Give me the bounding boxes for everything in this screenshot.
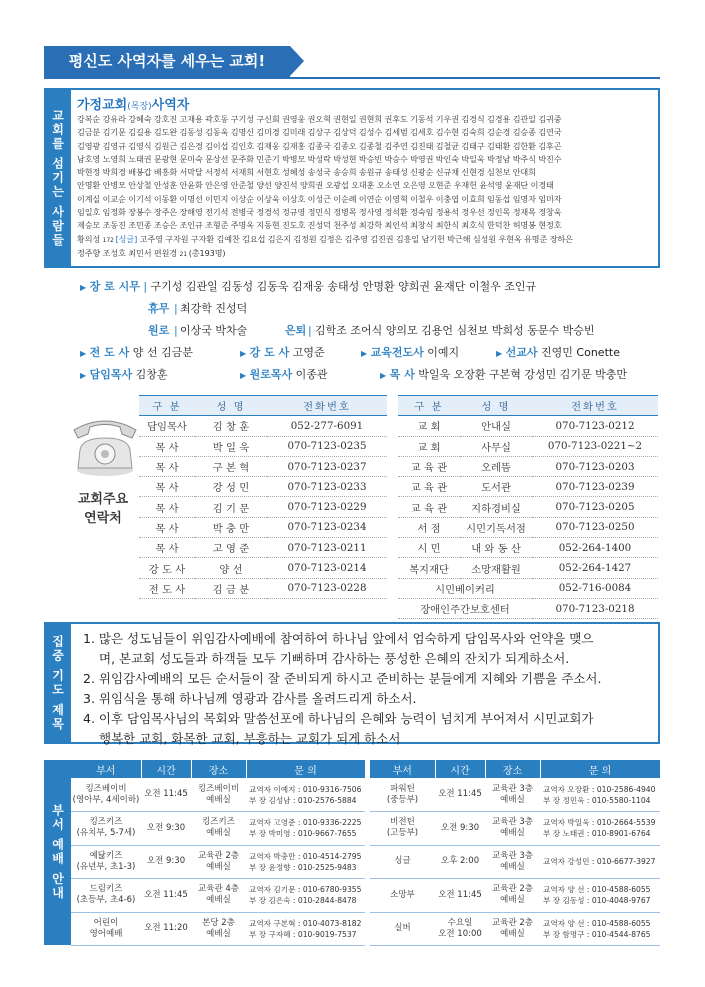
ministry-dept-line: 소망부 [390, 889, 415, 900]
missionary: 진영민 Conette [541, 346, 620, 359]
ministry-time [141, 812, 191, 846]
contact-phone: 052-277-6091 [267, 416, 387, 436]
former-row [80, 320, 660, 342]
ministry-place [485, 812, 540, 846]
triangle-icon: ▶ [496, 349, 503, 358]
col-header: 장소 [485, 760, 540, 778]
contact-phone: 070-7123-0239 [532, 477, 658, 497]
names-line: 남호영 노영희 노태권 문광현 문미숙 문상선 문주화 민준기 박병모 박성락 박성현 박승빈 박승수 박영권 박인숙 박일욱 박정남 박주식 박진수 [77, 153, 562, 164]
title-suffix: 사역자 [151, 98, 190, 113]
ministry-contact-line: 교역자 이예지 : 010-9316-7506 [249, 784, 362, 794]
ministry-dept [370, 812, 435, 846]
contacts-table-right [398, 395, 658, 619]
ministers-title [77, 94, 652, 113]
contact-row [398, 497, 658, 517]
triangle-icon: ▶ [80, 283, 87, 292]
contact-category: 목 사 [139, 497, 195, 517]
ministry-dept [71, 845, 141, 879]
ministry-contact [246, 845, 365, 879]
pastor-row [80, 364, 660, 386]
divider-bar: | [143, 280, 148, 293]
ministry-place-line: 예배실 [206, 928, 231, 939]
telephone-icon [70, 410, 140, 480]
divider-bar: | [174, 302, 178, 315]
ministry-dept-line: (유치부, 5-7세) [76, 828, 136, 839]
names-line: 김금분 김기문 김길용 김도완 김동성 김동욱 김명신 김미경 김미래 김상구 김상덕 김성수 김세범 김세호 김수현 김숙희 김순경 김승종 김연국 [77, 127, 562, 138]
ministry-table-left [71, 760, 366, 946]
contact-phone: 070-7123-0233 [267, 477, 387, 497]
ministry-place [485, 912, 540, 946]
page-title: 평신도 사역자를 세우는 교회! [44, 46, 290, 77]
names-line: 안명환 안병모 안상철 안성훈 안윤화 안은영 안준철 양선 양진석 양희권 오광섭 오대훈 오소연 오은영 오현준 우재헌 윤석영 윤재단 이경태 [77, 180, 554, 191]
ministry-dept-line: 싱글 [394, 856, 411, 867]
ministry-dept-line: 예닮키즈 [89, 850, 123, 861]
header-divider [44, 77, 660, 79]
contact-phone: 070-7123-0237 [267, 456, 387, 476]
emeritus-pastor: 이종관 [295, 368, 328, 381]
ministry-contact-line: 교역자 양 선 : 010-4588-6055 [543, 885, 651, 895]
ministry-place-line: 교육관 2층 [198, 850, 239, 861]
ministry-row [71, 879, 365, 913]
ministry-time-line: 오전 11:20 [144, 923, 188, 934]
ministry-place-line: 예배실 [500, 861, 525, 872]
contact-row [139, 416, 387, 436]
ministry-contact-line: 부 장 윤정향 : 010-2525-9483 [249, 862, 357, 872]
contact-category: 교 육 관 [398, 497, 460, 517]
triangle-icon: ▶ [240, 349, 247, 358]
ministry-dept-line: 어린이 [93, 917, 119, 928]
contact-category: 교 육 관 [398, 477, 460, 497]
ministry-contact [540, 845, 660, 879]
ministry-time [435, 912, 485, 946]
ministry-time-line: 오전 11:45 [438, 789, 482, 799]
ministry-contact-line: 교역자 김기문 : 010-6780-9355 [249, 885, 362, 895]
contact-row [398, 517, 658, 537]
contact-category: 담임목사 [139, 416, 195, 436]
contact-category: 목 사 [139, 436, 195, 456]
ministry-place-line: 예배실 [206, 895, 231, 906]
names-line: 박현정 박희경 배봉갑 배흥화 서막달 서정석 서재희 서현호 성혜성 송성국 송승희 송원규 송태성 신광순 신규채 신현경 심천보 안대희 [77, 167, 536, 178]
ministry-dept-line: 드림키즈 [89, 884, 123, 895]
contact-category: 목 사 [139, 538, 195, 558]
retired-elders: 김학조 조어식 양의모 김용언 심천보 박희성 동문수 박승빈 [315, 324, 595, 337]
contact-name: 안내실 [460, 416, 532, 436]
elders: 구기성 김관일 김동성 김동욱 김재웅 송태성 안명환 양희권 윤재단 이철우 조인규 [150, 280, 537, 293]
name-text: 정주향 조성호 최민서 편원경 [77, 247, 180, 258]
contact-category: 목 사 [139, 517, 195, 537]
contact-place: 시민베이커리 [398, 578, 532, 598]
ministry-dept-line: 영어예배 [89, 928, 123, 939]
contact-row [398, 436, 658, 456]
contact-row [139, 456, 387, 476]
missionary-label: 선교사 [505, 346, 538, 359]
ministry-contact-line: 교역자 양 선 : 010-4588-6055 [543, 918, 651, 928]
ministry-place [485, 778, 540, 812]
contact-category: 서 점 [398, 517, 460, 537]
ministry-place [485, 879, 540, 913]
ministry-time-line: 오전 9:30 [146, 822, 186, 833]
contact-row [398, 578, 658, 598]
ministry-place [191, 879, 246, 913]
col-header: 문 의 [540, 760, 660, 778]
ministry-place-line: 예배실 [500, 895, 525, 906]
ministry-contact-line: 부 장 박미영 : 010-9667-7655 [249, 829, 357, 839]
ministry-time [435, 845, 485, 879]
prayer-line: 4. 이후 담임목사님의 목회와 말씀선포에 하나님의 은혜와 능력이 넘치게 부어져서 시민교회가 [83, 711, 594, 726]
contact-row [139, 517, 387, 537]
ministry-dept-line: 실버 [394, 923, 411, 934]
contact-category: 교 회 [398, 436, 460, 456]
ministry-time-line: 수요일 [447, 917, 473, 928]
name-text: 황의성 [77, 233, 103, 244]
ministry-row [71, 845, 365, 879]
contact-phone: 052-264-1427 [532, 558, 658, 578]
contact-place: 장애인주간보호센터 [398, 598, 532, 618]
col-header: 부서 [370, 760, 435, 778]
ministry-contact-line: 부 장 김성남 : 010-2576-5884 [249, 795, 357, 805]
ministry-dept [71, 912, 141, 946]
contact-phone: 070-7123-0234 [267, 517, 387, 537]
contact-row [139, 578, 387, 598]
contact-name: 소망재활원 [460, 558, 532, 578]
evangelist-label: 전 도 사 [89, 346, 130, 359]
ministry-contact-line: 교역자 강성민 : 010-6677-3927 [543, 857, 656, 867]
ministry-place-line: 킹즈키즈 [202, 817, 235, 828]
prayer-line: 3. 위임식을 통해 하나님께 영광과 감사를 올려드리게 하소서. [83, 691, 417, 706]
contact-category: 목 사 [139, 477, 195, 497]
col-header: 성 명 [195, 396, 267, 416]
contact-category: 복지재단 [398, 558, 460, 578]
ministry-place-line: 예배실 [206, 794, 231, 805]
ministry-time-line: 오전 9:30 [146, 856, 186, 867]
ministry-contact [540, 812, 660, 846]
contact-phone: 070-7123-0229 [267, 497, 387, 517]
contact-phone: 070-7123-0211 [267, 538, 387, 558]
contact-row [139, 538, 387, 558]
staff-list [80, 276, 660, 386]
ministry-dept-line: (중등부) [386, 794, 419, 805]
contact-phone: 070-7123-0218 [532, 598, 658, 618]
ministry-contact-line: 교역자 구본혁 : 010-4073-8182 [249, 918, 362, 928]
names-line: 김영광 김영규 김영식 김원근 김은경 김이섭 김인호 김재웅 김재홍 김종국 김종오 김종철 김주연 김진태 김철균 김태구 김태환 김한환 김후곤 [77, 140, 562, 151]
former-elders: 이상국 박차술 [180, 324, 248, 337]
elder-label: 장 로 시무 [89, 280, 140, 293]
ministry-row [71, 912, 365, 946]
rest-elders: 최강학 진성덕 [180, 302, 248, 315]
title-small: (목장) [127, 102, 152, 112]
section-tab-people [44, 88, 71, 268]
ministry-contact [540, 778, 660, 812]
ministry-contact-line: 교역자 오장환 : 010-2586-4940 [543, 784, 656, 794]
divider-bar: | [174, 324, 178, 337]
contact-phone: 070-7123-0250 [532, 517, 658, 537]
ministry-contact-line: 부 장 정민욱 : 010-5580-1104 [543, 795, 651, 805]
ministry-place-line: 예배실 [206, 861, 231, 872]
ministry-dept [71, 778, 141, 812]
contact-category: 목 사 [139, 456, 195, 476]
ministry-time [435, 812, 485, 846]
ministry-place-line: 킹즈베이비 [197, 783, 240, 794]
ministry-time-line: 오전 10:00 [438, 928, 482, 939]
ministry-time-line: 오후 2:00 [440, 856, 480, 867]
rest-row [80, 298, 660, 320]
contact-row [139, 436, 387, 456]
youth-label: [싱글] [115, 233, 140, 244]
contact-name: 구 본 혁 [195, 456, 267, 476]
ministry-time-line: 오전 11:45 [144, 789, 188, 799]
contact-name: 도서관 [460, 477, 532, 497]
triangle-icon: ▶ [361, 349, 368, 358]
contact-name: 강 성 민 [195, 477, 267, 497]
contact-category: 교 회 [398, 416, 460, 436]
ministry-place-line: 교육관 2층 [492, 917, 533, 928]
contact-name: 김 금 분 [195, 578, 267, 598]
ministry-dept [370, 879, 435, 913]
col-header: 성 명 [460, 396, 532, 416]
name-text: 고주영 구자원 구자환 김예찬 김요섭 김은지 김정원 김정은 김주영 김진권 김흥일 남기헌 박근해 심성원 우현옥 유명준 장하은 [139, 233, 573, 244]
col-header: 부서 [71, 760, 141, 778]
contact-category: 교 육 관 [398, 456, 460, 476]
ministry-row [370, 879, 660, 913]
contact-name: 박 충 만 [195, 517, 267, 537]
names-line [77, 233, 652, 247]
prayer-line: 1. 많은 성도님들이 위임감사예배에 참여하여 하나님 앞에서 엄숙하게 담임목사와 언약을 맺으 [83, 631, 594, 646]
ministry-place-line: 예배실 [206, 828, 231, 839]
contact-name: 내 와 동 산 [460, 538, 532, 558]
senior-label: 담임목사 [89, 368, 133, 381]
contact-name: 박 일 욱 [195, 436, 267, 456]
col-header: 문 의 [246, 760, 365, 778]
ministry-place-line: 본당 2층 [202, 917, 235, 928]
ministry-place [191, 812, 246, 846]
ministry-contact [246, 879, 365, 913]
ministry-contact [246, 912, 365, 946]
contact-row [398, 477, 658, 497]
ministry-time [141, 845, 191, 879]
ministry-dept-line: 킹즈베이비 [85, 783, 127, 794]
prayer-line: 2. 위임감사예배의 모든 순서들이 잘 준비되게 하시고 준비하는 분들에게 지혜와 기쁨을 주소서. [83, 671, 602, 686]
prayer-line: 며, 본교회 성도들과 하객들 모두 기뻐하며 감사하는 풍성한 은혜의 잔치가 되게하소서. [99, 651, 570, 666]
lecturer-label: 강 도 사 [249, 346, 290, 359]
ministry-place [191, 778, 246, 812]
evangelists: 양 선 김금분 [132, 346, 193, 359]
col-header: 시간 [141, 760, 191, 778]
section-tab-prayer [44, 622, 71, 744]
pastor-label: 목 사 [389, 368, 415, 381]
contact-phone: 052-264-1400 [532, 538, 658, 558]
names-line: 강복순 강유라 강혜숙 강호진 고재용 곽호동 구기성 구신회 권영웅 권오혁 권현일 권현희 권후도 기동석 기우권 김경식 김경용 김관일 김귀중 [77, 114, 562, 124]
contacts-table-left [139, 395, 387, 599]
ministers-names [77, 113, 652, 261]
ministry-time [435, 879, 485, 913]
total-count: (총193명) [188, 247, 226, 258]
prayer-tab-label: 집중 기도 제목 [50, 634, 65, 732]
ministry-place [191, 912, 246, 946]
ministry-dept [71, 812, 141, 846]
contact-row [139, 558, 387, 578]
names-line: 이계실 이교순 이기석 이동환 이명선 이민지 이상순 이상욱 이상호 이성근 이순례 이연순 이영혁 이철우 이충엽 이효희 임동섭 임명자 임미자 [77, 193, 562, 204]
rest-label: 휴무 [148, 302, 170, 315]
ministry-place-line: 교육관 2층 [492, 884, 533, 895]
ministry-time-line: 오전 11:45 [144, 889, 188, 900]
ministry-contact-line: 교역자 고영준 : 010-9336-2225 [249, 818, 362, 828]
contact-row [398, 598, 658, 618]
title-text: 가정교회 [77, 98, 128, 113]
ministers-box [71, 88, 660, 268]
emeritus-label: 원로목사 [249, 368, 293, 381]
ministry-row [370, 912, 660, 946]
ministry-contact-line: 부 장 김은숙 : 010-2844-8478 [249, 896, 357, 906]
lecturer: 고영준 [292, 346, 325, 359]
ministry-dept-line: (영아부, 4세이하) [72, 794, 140, 805]
ministry-contact-line: 교역자 박일욱 : 010-2664-5539 [543, 818, 656, 828]
contact-phone: 052-716-0084 [532, 578, 658, 598]
ministry-place [191, 845, 246, 879]
prayer-line: 행복한 교회, 화목한 교회, 부흥하는 교회가 되게 하소서 [99, 731, 401, 746]
contact-category: 시 민 [398, 538, 460, 558]
col-header: 시간 [435, 760, 485, 778]
triangle-icon: ▶ [240, 371, 247, 380]
contact-row [398, 558, 658, 578]
ministry-contact-line: 부 장 함명구 : 010-4544-8765 [543, 929, 651, 939]
senior-pastor: 김창훈 [135, 368, 168, 381]
contact-name: 지하경비실 [460, 497, 532, 517]
ministry-dept-line: (고등부) [386, 828, 419, 839]
contacts-label-line2: 연락처 [84, 511, 122, 526]
names-line: 임일호 임정화 장봉수 장주은 장해영 전기석 전병국 정경석 정규영 정민식 정병목 정사영 정석환 정숙임 정용석 정우선 정인목 정재목 정창욱 [77, 207, 562, 218]
col-header: 전화번호 [532, 396, 658, 416]
ministry-row [71, 812, 365, 846]
ministry-contact [540, 912, 660, 946]
ministry-time [141, 912, 191, 946]
contacts-label [68, 490, 138, 528]
contact-category: 강 도 사 [139, 558, 195, 578]
ministry-tab-label: 부서 예배 안내 [50, 804, 65, 901]
contact-phone: 070-7123-0235 [267, 436, 387, 456]
ministry-place-line: 예배실 [500, 828, 525, 839]
col-header: 전화번호 [267, 396, 387, 416]
count-172: 172 [102, 236, 116, 244]
ministry-dept-line: 파워틴 [390, 783, 415, 794]
contact-row [398, 538, 658, 558]
contact-name: 시민기독서점 [460, 517, 532, 537]
ministry-place-line: 교육관 3층 [492, 817, 533, 828]
ministry-dept-line: (유년부, 초1-3) [76, 861, 136, 872]
ministry-place-line: 예배실 [500, 794, 525, 805]
elders-row [80, 276, 660, 298]
names-line [77, 247, 652, 261]
ministry-dept-line: (초등부, 초4-6) [76, 895, 136, 906]
triangle-icon: ▶ [80, 349, 87, 358]
section-tab-label: 교회를 섬기는 사람들 [50, 108, 65, 248]
ministry-dept [370, 912, 435, 946]
contact-name: 사무실 [460, 436, 532, 456]
ministry-row [370, 778, 660, 812]
ministry-time-line: 오전 9:30 [440, 822, 480, 833]
ministry-time [141, 879, 191, 913]
divider-bar: | [308, 324, 312, 337]
edu-label: 교육전도사 [370, 346, 424, 359]
ministry-contact-line: 부 장 구자혜 : 010-9019-7537 [249, 929, 357, 939]
ministry-place-line: 교육관 4층 [198, 884, 239, 895]
ministry-contact [540, 879, 660, 913]
contact-name: 고 영 준 [195, 538, 267, 558]
ministry-dept [71, 879, 141, 913]
ministry-time-line: 오전 11:45 [438, 889, 482, 900]
names-line: 제승모 조동진 조민종 조승은 조인규 조형준 주명옥 지동현 진도호 진성덕 천주성 최강학 최인석 최창식 최한식 최호식 한덕찬 허명봉 현정호 [77, 220, 562, 231]
edu-evangelist: 이예지 [427, 346, 460, 359]
triangle-icon: ▶ [380, 371, 387, 380]
contact-name: 양 선 [195, 558, 267, 578]
ministry-table-right [370, 760, 661, 946]
ministry-row [370, 812, 660, 846]
contact-phone: 070-7123-0221~2 [532, 436, 658, 456]
ministry-contact-line: 부 장 김동성 : 010-4048-9767 [543, 896, 651, 906]
contact-category: 전 도 사 [139, 578, 195, 598]
section-tab-ministry [44, 760, 71, 945]
contacts-label-line1: 교회주요 [77, 492, 129, 507]
ministry-place [485, 845, 540, 879]
ministry-contact [246, 812, 365, 846]
contact-name: 김 기 문 [195, 497, 267, 517]
pastors: 박일욱 오장환 구본혁 강성민 김기문 박충만 [418, 368, 627, 381]
contact-row [139, 497, 387, 517]
contact-row [398, 456, 658, 476]
ministry-place-line: 교육관 3층 [492, 783, 533, 794]
col-header: 구 분 [139, 396, 195, 416]
prayer-box [71, 622, 660, 744]
ministry-dept-line: 킹즈키즈 [89, 817, 123, 828]
count-21: 21 [179, 250, 189, 258]
contact-phone: 070-7123-0214 [267, 558, 387, 578]
col-header: 구 분 [398, 396, 460, 416]
contact-phone: 070-7123-0212 [532, 416, 658, 436]
ministry-dept-line: 비전틴 [390, 817, 415, 828]
ministry-contact-line: 부 장 노태권 : 010-8901-6764 [543, 829, 651, 839]
contact-row [398, 416, 658, 436]
ministry-contact-line: 교역자 박충만 : 010-4514-2795 [249, 851, 362, 861]
contact-row [139, 477, 387, 497]
contact-phone: 070-7123-0228 [267, 578, 387, 598]
former-label: 원로 [148, 324, 170, 337]
contact-name: 김 창 훈 [195, 416, 267, 436]
ministry-contact [246, 778, 365, 812]
retired-label: 은퇴 [285, 324, 307, 337]
col-header: 장소 [191, 760, 246, 778]
ministry-place-line: 교육관 3층 [492, 850, 533, 861]
contact-phone: 070-7123-0203 [532, 456, 658, 476]
ministry-dept [370, 778, 435, 812]
contact-name: 오레뜸 [460, 456, 532, 476]
evangelist-row [80, 342, 660, 364]
ministry-time [141, 778, 191, 812]
contact-phone: 070-7123-0205 [532, 497, 658, 517]
triangle-icon: ▶ [80, 371, 87, 380]
ministry-place-line: 예배실 [500, 928, 525, 939]
ministry-row [370, 845, 660, 879]
ministry-row [71, 778, 365, 812]
ministry-dept [370, 845, 435, 879]
ministry-time [435, 778, 485, 812]
